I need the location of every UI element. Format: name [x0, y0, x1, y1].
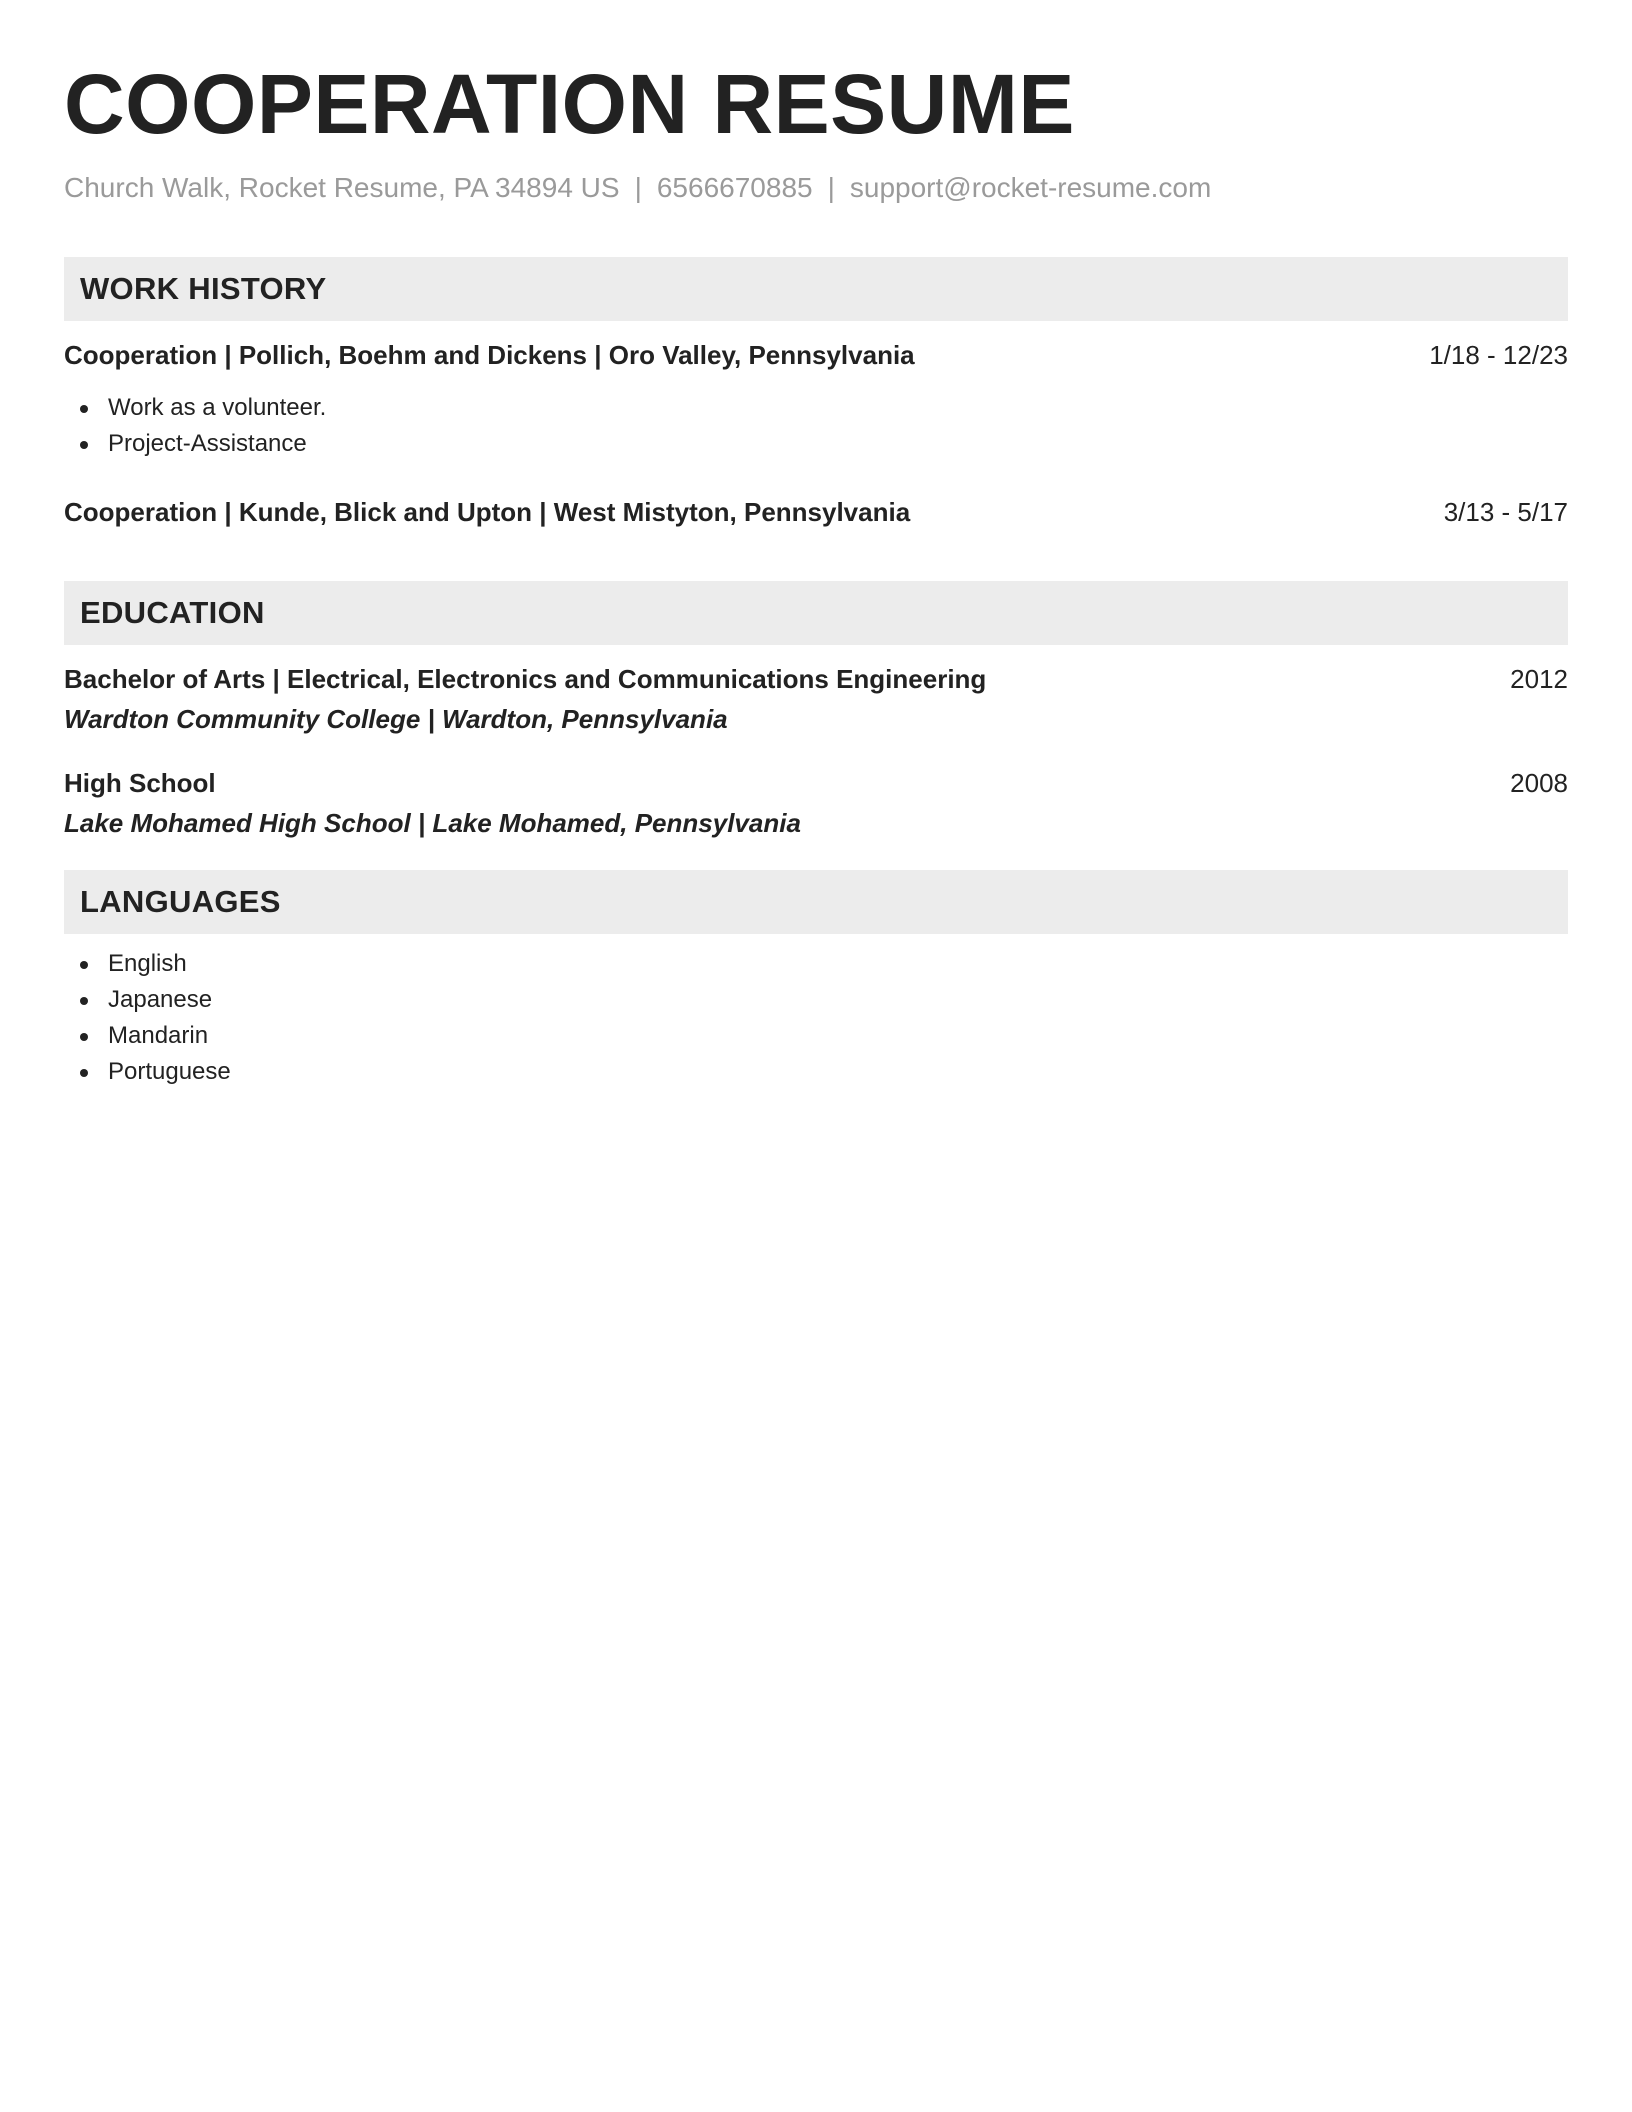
education-degree: Bachelor of Arts | Electrical, Electronics and Communications Engineering	[64, 664, 987, 694]
contact-separator: |	[827, 172, 835, 203]
contact-email: support@rocket-resume.com	[849, 172, 1212, 203]
contact-phone: 6566670885	[656, 172, 813, 203]
job-row	[64, 338, 1568, 372]
work-history-header: WORK HISTORY	[64, 257, 1568, 321]
language-item: Japanese	[64, 982, 1568, 1018]
education-school: Wardton Community College | Wardton, Pennsylvania	[64, 704, 728, 734]
contact-address: Church Walk, Rocket Resume, PA 34894 US	[64, 172, 620, 203]
language-item: Mandarin	[64, 1018, 1568, 1054]
education-year: 2008	[1510, 768, 1568, 798]
resume-title: COOPERATION RESUME	[64, 57, 1075, 151]
job-entry	[64, 495, 1568, 529]
job-title: Cooperation | Kunde, Blick and Upton | West Mistyton, Pennsylvania	[64, 497, 911, 527]
education-row	[64, 766, 1568, 800]
education-entry	[64, 766, 1568, 840]
contact-separator: |	[634, 172, 642, 203]
language-item: English	[64, 946, 1568, 982]
job-title: Cooperation | Pollich, Boehm and Dickens | Oro Valley, Pennsylvania	[64, 340, 915, 370]
job-dates: 3/13 - 5/17	[1443, 497, 1568, 527]
job-row	[64, 495, 1568, 529]
education-year: 2012	[1510, 664, 1568, 694]
languages-list	[64, 946, 1568, 1090]
education-degree: High School	[64, 768, 216, 798]
education-entry	[64, 662, 1568, 736]
education-school: Lake Mohamed High School | Lake Mohamed, Pennsylvania	[64, 808, 801, 838]
resume-page	[64, 0, 1568, 1090]
language-item: Portuguese	[64, 1054, 1568, 1090]
languages-header: LANGUAGES	[64, 870, 1568, 934]
education-row	[64, 662, 1568, 696]
job-dates: 1/18 - 12/23	[1429, 340, 1568, 370]
job-entry	[64, 338, 1568, 462]
job-bullet: Work as a volunteer.	[64, 390, 1568, 426]
job-bullet: Project-Assistance	[64, 426, 1568, 462]
contact-line	[64, 170, 1568, 206]
job-bullets	[64, 390, 1568, 462]
education-header: EDUCATION	[64, 581, 1568, 645]
